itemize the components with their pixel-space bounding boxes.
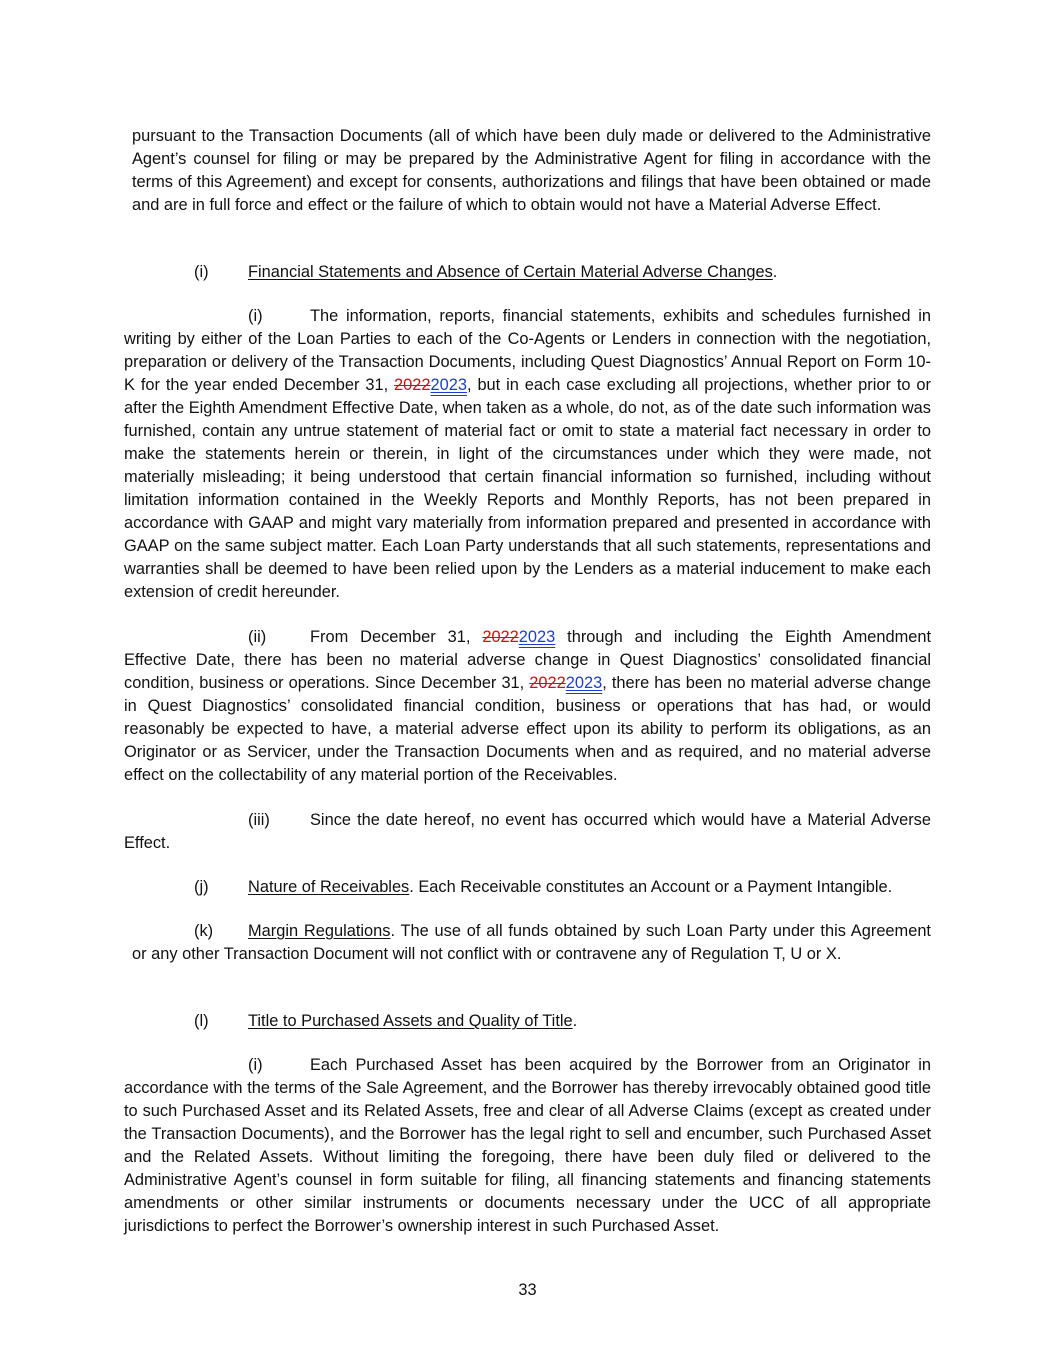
section-k-text: . The use of all funds obtained by such Loan Party under this Agreement or any other Transaction Document will not conflict with or contravene any of Regulation T, U or X. [132,922,931,963]
section-k-title: Margin Regulations [248,922,391,940]
inserted-year: 2023 [518,628,556,646]
section-l-title: Title to Purchased Assets and Quality of Title [248,1012,573,1030]
deleted-year: 2022 [394,376,431,394]
section-j-label: (j) [194,878,209,896]
section-k-paragraph [132,920,931,966]
section-l-title-period: . [572,1012,578,1030]
intro-paragraph [132,125,931,217]
section-j-title: Nature of Receivables [248,878,410,896]
section-i-2-label: (ii) [248,628,267,646]
section-i-3-label: (iii) [248,811,270,829]
section-i-title-period: . [772,263,778,281]
section-i-heading [194,261,777,284]
section-l-label: (l) [194,1012,209,1030]
section-i-title: Financial Statements and Absence of Certain Material Adverse Changes [248,263,773,281]
section-l-1-label: (i) [248,1056,263,1074]
section-i-1-text-a: The information, reports, financial statements, exhibits and schedules furnished in writing by either of the Loan Parties to each of the Co-Agents or Lenders in connection with the negotiation, preparation or delivery of the Transaction Documents, including Quest Diagnostics’ Annual Report on Form 10-K for the year ended December 31, [124,307,931,394]
section-l-1-text: Each Purchased Asset has been acquired by the Borrower from an Originator in accordance with the terms of the Sale Agreement, and the Borrower has thereby irrevocably obtained good title to such Purchased Asset and its Related Assets, free and clear of all Adverse Claims (except as created under the Transaction Documents), and the Borrower has the legal right to sell and encumber, such Purchased Asset and the Related Assets. Without limiting the foregoing, there have been duly filed or delivered to the Administrative Agent’s counsel in form suitable for filing, all financing statements and financing statements amendments or other similar instruments or documents necessary under the UCC of all appropriate jurisdictions to perfect the Borrower’s ownership interest in such Purchased Asset. [124,1056,931,1235]
inserted-year: 2023 [430,376,467,394]
section-k-label: (k) [194,922,214,940]
section-i-3-paragraph [124,809,931,855]
section-i-1-paragraph [124,305,931,604]
inserted-year: 2023 [565,674,603,692]
section-i-2-text-a: From December 31, [310,628,483,646]
section-i-label: (i) [194,263,209,281]
section-j-text: . Each Receivable constitutes an Account or a Payment Intangible. [409,878,893,896]
section-i-1-text-b: , but in each case excluding all projections, whether prior to or after the Eighth Amendment Effective Date, when taken as a whole, do not, as of the date such information was furnished, contain any untrue statement of material fact or omit to state a material fact necessary in order to make the statements herein or therein, in light of the circumstances under which they were made, not materially misleading; it being understood that certain financial information so furnished, including without limitation information contained in the Weekly Reports and Monthly Reports, has not been prepared in accordance with GAAP and might vary materially from information prepared and presented in accordance with GAAP on the same subject matter. Each Loan Party understands that all such statements, representations and warranties shall be deemed to have been relied upon by the Lenders as a material inducement to make each extension of credit hereunder. [124,376,932,601]
deleted-year: 2022 [529,674,566,692]
section-i-2-text-b: through and including the Eighth Amendment Effective Date, there has been no material adverse change in Quest Diagnostics’ consolidated financial condition, business or operations. Since December 31, [124,628,932,692]
section-j-paragraph [194,876,892,899]
section-l-1-paragraph [124,1054,931,1238]
deleted-year: 2022 [482,628,519,646]
section-l-heading [194,1010,577,1033]
page-number: 33 [518,1281,537,1299]
section-i-1-label: (i) [248,307,263,325]
intro-text: pursuant to the Transaction Documents (all of which have been duly made or delivered to the Administrative Agent’s counsel for filing or may be prepared by the Administrative Agent for filing in accordance with the terms of this Agreement) and except for consents, authorizations and filings that have been obtained or made and are in full force and effect or the failure of which to obtain would not have a Material Adverse Effect. [132,127,931,214]
section-i-2-paragraph [124,626,931,787]
section-i-2-text-c: , there has been no material adverse change in Quest Diagnostics’ consolidated financial condition, business or operations that has had, or would reasonably be expected to have, a material adverse effect upon its ability to perform its obligations, as an Originator or as Servicer, under the Transaction Documents when and as required, and no material adverse effect on the collectability of any material portion of the Receivables. [124,674,931,784]
section-i-3-text: Since the date hereof, no event has occurred which would have a Material Adverse Effect. [124,811,931,852]
